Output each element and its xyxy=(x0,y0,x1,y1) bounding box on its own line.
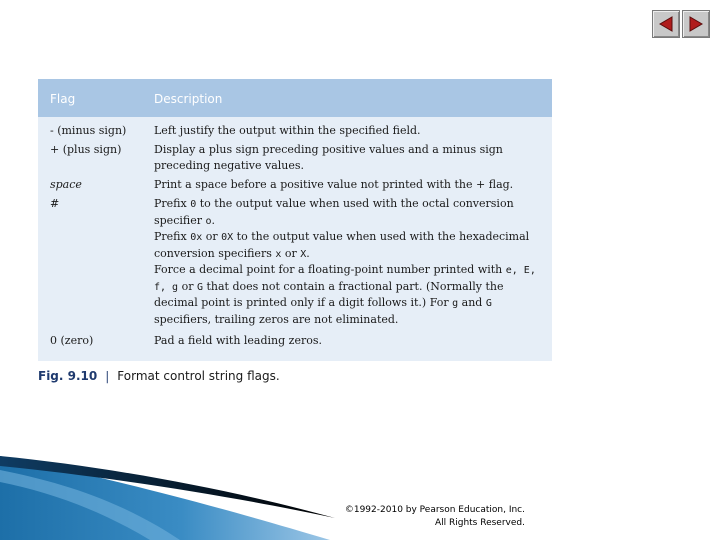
flag-cell: 0 (zero) xyxy=(50,334,94,347)
text-span: to the output value when used with the hexadecimal conversion specifiers xyxy=(154,230,530,260)
text-span: Prefix xyxy=(154,230,191,243)
text-span: or xyxy=(202,230,222,243)
text-span: to the output value when used with the octal conversion specifier xyxy=(154,197,514,227)
code-span: G xyxy=(196,281,203,293)
text-span: and xyxy=(458,296,486,309)
caption-text: Format control string flags. xyxy=(117,369,280,383)
flag-column-header: Flag xyxy=(50,92,76,106)
code-span: g xyxy=(452,298,459,309)
description-column-header: Description xyxy=(154,92,223,106)
figure-label: Fig. 9.10 xyxy=(38,369,98,383)
triangle-right-icon xyxy=(687,15,705,33)
text-span: that does not contain a fractional part. (Normally the decimal point is printed only if a digit follows it.) For xyxy=(154,279,504,309)
slide-navigation xyxy=(652,10,710,38)
table-header xyxy=(38,79,552,117)
description-cell: Display a plus sign preceding positive values and a minus sign preceding negative values. xyxy=(154,143,503,172)
copyright-line: ©1992-2010 by Pearson Education, Inc. xyxy=(344,505,525,515)
flag-cell: space xyxy=(50,178,82,191)
code-span: x xyxy=(275,248,282,260)
flag-cell: + (plus sign) xyxy=(50,143,122,156)
rights-line: All Rights Reserved. xyxy=(434,518,525,528)
code-span: 0x xyxy=(190,232,203,243)
code-span: o xyxy=(205,215,212,227)
code-span: 0 xyxy=(190,199,197,210)
description-cell xyxy=(154,196,539,327)
description-paragraph xyxy=(154,262,539,327)
description-paragraph xyxy=(154,196,539,229)
next-slide-button[interactable] xyxy=(682,10,710,38)
copyright-notice xyxy=(320,504,525,530)
flag-cell: # xyxy=(50,197,60,210)
text-span: Prefix xyxy=(154,197,191,210)
text-span: or xyxy=(281,246,301,260)
code-span: X xyxy=(300,248,307,260)
flag-cell: - (minus sign) xyxy=(50,124,127,137)
format-flags-table xyxy=(38,79,552,361)
caption-separator: | xyxy=(105,369,110,383)
code-span: e, E, f, g xyxy=(154,265,536,293)
text-span: specifiers, trailing zeros are not eliminated. xyxy=(154,312,399,326)
code-span: G xyxy=(485,298,492,309)
description-cell: Print a space before a positive value not printed with the + flag. xyxy=(154,178,514,191)
code-span: 0X xyxy=(221,232,234,243)
text-span: . xyxy=(211,213,216,227)
text-span: Force a decimal point for a floating-point number printed with xyxy=(154,263,506,276)
description-paragraph xyxy=(154,229,539,262)
description-cell: Left justify the output within the specified field. xyxy=(154,124,421,137)
triangle-left-icon xyxy=(657,15,675,33)
text-span: or xyxy=(178,279,197,293)
figure-caption xyxy=(38,369,280,383)
text-span: . xyxy=(306,246,310,260)
previous-slide-button[interactable] xyxy=(652,10,680,38)
description-cell: Pad a field with leading zeros. xyxy=(154,334,322,347)
